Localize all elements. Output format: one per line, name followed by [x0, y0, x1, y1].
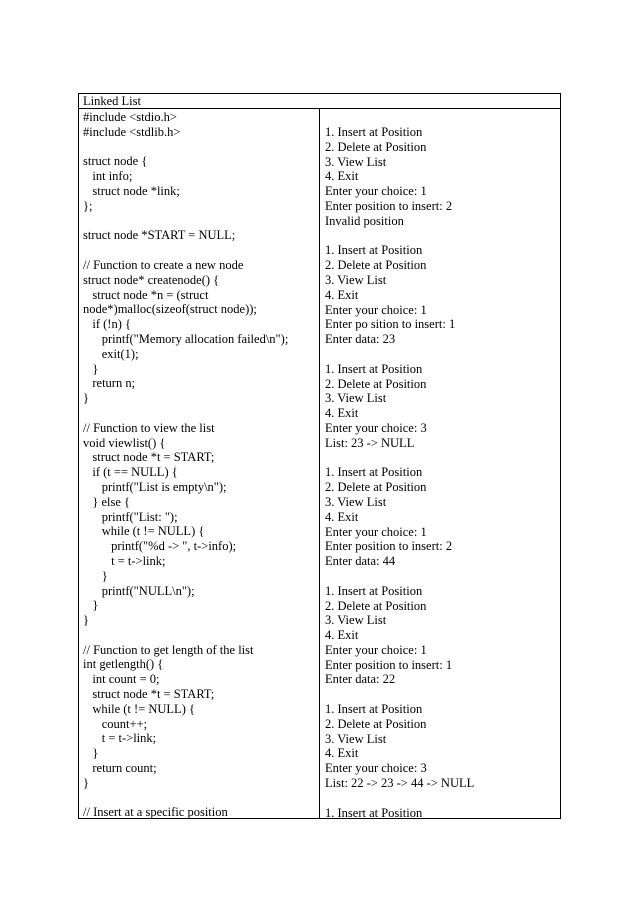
- code-line: t = t->link;: [83, 553, 166, 568]
- code-line: // Insert at a specific position: [83, 805, 228, 820]
- code-line: #include <stdio.h>: [83, 110, 177, 124]
- code-line: if (!n) {: [83, 317, 131, 332]
- code-column: [83, 110, 317, 820]
- code-line: [83, 140, 317, 155]
- output-line: Enter your choice: 1: [325, 302, 427, 317]
- output-line: 2. Delete at Position: [325, 376, 427, 391]
- code-line: struct node* createnode() {: [83, 272, 220, 287]
- output-line: 4. Exit: [325, 287, 359, 302]
- output-line: 1. Insert at Position: [325, 125, 423, 139]
- output-line: Enter your choice: 3: [325, 420, 427, 435]
- output-line: 4. Exit: [325, 628, 359, 643]
- output-line: 1. Insert at Position: [325, 465, 423, 480]
- output-line: List: 22 -> 23 -> 44 -> NULL: [325, 776, 475, 791]
- code-line: struct node *t = START;: [83, 450, 215, 465]
- output-line: [325, 687, 559, 702]
- code-line: struct node {: [83, 154, 148, 169]
- code-line: [83, 243, 317, 258]
- code-line: printf("%d -> ", t->info);: [83, 539, 237, 554]
- output-line: Enter your choice: 3: [325, 761, 427, 776]
- code-line: int getlength() {: [83, 657, 164, 672]
- code-line: exit(1);: [83, 346, 139, 361]
- code-line: } else {: [83, 494, 131, 509]
- code-line: while (t != NULL) {: [83, 524, 205, 539]
- code-line: // Function to view the list: [83, 420, 215, 435]
- output-line: [325, 451, 559, 466]
- output-line: 4. Exit: [325, 169, 359, 184]
- output-line: Enter your choice: 1: [325, 524, 427, 539]
- output-line: Enter po sition to insert: 1: [325, 317, 456, 332]
- output-line: 4. Exit: [325, 406, 359, 421]
- output-line: 1. Insert at Position: [325, 583, 423, 598]
- code-line: }: [83, 391, 89, 406]
- output-line: 2. Delete at Position: [325, 598, 427, 613]
- code-line: }: [83, 568, 108, 583]
- code-line: }: [83, 361, 99, 376]
- code-line: if (t == NULL) {: [83, 465, 178, 480]
- output-line: Enter data: 22: [325, 672, 396, 687]
- code-line: printf("List is empty\n");: [83, 479, 227, 494]
- code-line: printf("Memory allocation failed\n");: [83, 331, 289, 346]
- code-line: struct node *START = NULL;: [83, 228, 236, 243]
- output-line: 3. View List: [325, 391, 387, 406]
- output-line: 1. Insert at Position: [325, 805, 423, 820]
- output-line: [325, 791, 559, 806]
- code-line: struct node *n = (struct: [83, 287, 209, 302]
- output-line: Enter your choice: 1: [325, 642, 427, 657]
- output-line: [325, 229, 559, 244]
- code-line: return n;: [83, 376, 136, 391]
- output-line: Enter position to insert: 2: [325, 539, 453, 554]
- code-line: }: [83, 746, 99, 761]
- column-divider: [319, 109, 320, 818]
- output-line: [325, 569, 559, 584]
- code-line: }: [83, 613, 89, 628]
- output-line: 1. Insert at Position: [325, 243, 423, 258]
- output-line: 3. View List: [325, 494, 387, 509]
- code-line: #include <stdlib.h>: [83, 124, 181, 139]
- code-line: printf("NULL\n");: [83, 583, 195, 598]
- code-line: t = t->link;: [83, 731, 157, 746]
- code-line: printf("List: ");: [83, 509, 178, 524]
- code-line: struct node *t = START;: [83, 687, 215, 702]
- code-line: node*)malloc(sizeof(struct node));: [83, 302, 257, 317]
- output-line: 2. Delete at Position: [325, 139, 427, 154]
- output-line: 4. Exit: [325, 509, 359, 524]
- output-column: [325, 125, 559, 820]
- output-line: Enter data: 44: [325, 554, 396, 569]
- output-line: 2. Delete at Position: [325, 716, 427, 731]
- code-line: [83, 791, 317, 806]
- output-line: [325, 347, 559, 362]
- output-line: 3. View List: [325, 154, 387, 169]
- output-line: 1. Insert at Position: [325, 361, 423, 376]
- output-line: Enter position to insert: 1: [325, 657, 453, 672]
- output-line: Enter your choice: 1: [325, 184, 427, 199]
- output-line: 1. Insert at Position: [325, 702, 423, 717]
- output-line: List: 23 -> NULL: [325, 435, 415, 450]
- code-line: return count;: [83, 761, 157, 776]
- title-row: [79, 94, 560, 109]
- code-line: struct node *link;: [83, 183, 180, 198]
- code-line: count++;: [83, 716, 148, 731]
- code-line: };: [83, 198, 93, 213]
- output-line: 4. Exit: [325, 746, 359, 761]
- code-line: }: [83, 598, 99, 613]
- code-line: while (t != NULL) {: [83, 701, 195, 716]
- code-line: // Function to create a new node: [83, 257, 244, 272]
- output-line: 2. Delete at Position: [325, 258, 427, 273]
- output-line: Enter data: 23: [325, 332, 396, 347]
- code-line: [83, 628, 317, 643]
- table-title: Linked List: [83, 94, 141, 108]
- output-line: 2. Delete at Position: [325, 480, 427, 495]
- output-line: 3. View List: [325, 613, 387, 628]
- output-line: 3. View List: [325, 731, 387, 746]
- output-line: Enter position to insert: 2: [325, 198, 453, 213]
- output-line: 3. View List: [325, 272, 387, 287]
- output-line: Invalid position: [325, 213, 404, 228]
- code-line: [83, 214, 317, 229]
- code-line: }: [83, 775, 89, 790]
- code-line: // Function to get length of the list: [83, 642, 254, 657]
- code-line: [83, 406, 317, 421]
- code-line: int info;: [83, 169, 133, 184]
- code-line: void viewlist() {: [83, 435, 166, 450]
- document-table: [78, 93, 561, 819]
- code-line: int count = 0;: [83, 672, 160, 687]
